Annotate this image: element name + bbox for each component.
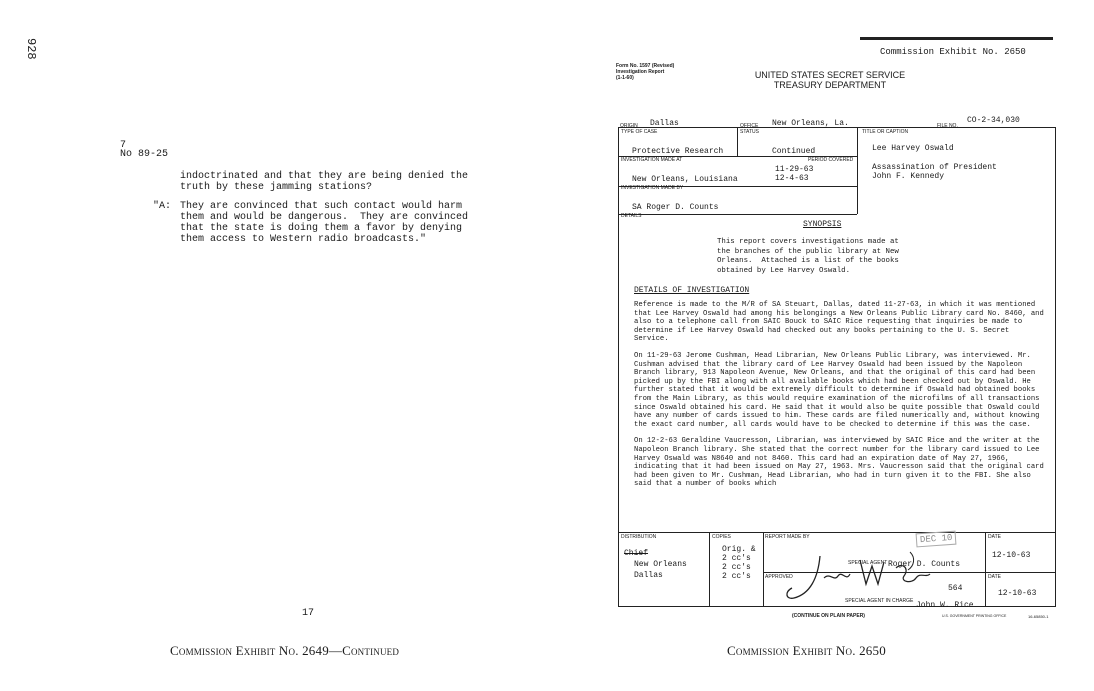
exhibit-stamp: Commission Exhibit No. 2650 [880, 47, 1026, 57]
distribution-item: Dallas [634, 571, 663, 580]
details-body [634, 301, 1046, 497]
answer-text: They are convinced that such contact would harm them and would be dangerous. They are convinced that the state is doing them a favor by denying them access to Western radio broadcasts." [180, 201, 469, 245]
answer-label: "A: [153, 201, 172, 212]
page-number: 17 [302, 608, 315, 619]
agency-line1: UNITED STATES SECRET SERVICE [754, 70, 906, 80]
made-by-value: SA Roger D. Counts [632, 203, 719, 212]
left-caption: Commission Exhibit No. 2649—Continued [170, 643, 400, 658]
details-paragraph: On 12-2-63 Geraldine Vaucresson, Librarian, was interviewed by SAIC Rice and the writer at the Napoleon Branch library. She stated that the correct number for the library card issued to Lee Harvey Oswald was N8640 and not 8460. This card had an expiration date of May 27, 1966, indicating that it had been issued on May 27, 1963. Mrs. Vaucresson said that the original card had been given to Mr. Cushman, Head Librarian, who had in turn given it to the FBI. She also said that a number of books which [634, 437, 1044, 489]
details-heading: DETAILS OF INVESTIGATION [634, 286, 750, 295]
date-report-value: 12-10-63 [992, 551, 1031, 560]
made-at-label: INVESTIGATION MADE AT [621, 157, 683, 163]
printer-note: U.S. GOVERNMENT PRINTING OFFICE [942, 614, 1007, 618]
sac-label: SPECIAL AGENT IN CHARGE [845, 598, 914, 604]
agency-header [745, 70, 915, 90]
copies-item: Orig. & [722, 545, 756, 554]
volume-number: 928 [24, 38, 38, 60]
distribution-item: New Orleans [634, 560, 687, 569]
form-footer: (CONTINUE ON PLAIN PAPER) [792, 613, 865, 619]
office-label: OFFICE [740, 123, 759, 129]
caption-value: Assassination of President John F. Kennedy [872, 163, 997, 181]
period-label: PERIOD COVERED [808, 157, 854, 163]
special-agent-label: SPECIAL AGENT [848, 560, 888, 566]
file-no-value: CO-2-34,030 [967, 116, 1020, 125]
details-label: DETAILS [621, 213, 642, 219]
copies-item: 2 cc's [722, 563, 751, 572]
signature [780, 548, 950, 608]
date-approved-label: DATE [988, 574, 1001, 580]
status-value: Continued [772, 147, 816, 156]
date-stamp: DEC 10 [916, 531, 957, 548]
type-of-case-label: TYPE OF CASE [621, 129, 658, 135]
type-of-case-value: Protective Research [632, 147, 724, 156]
form-code: 16-65850-1 [1028, 614, 1049, 619]
made-at-value: New Orleans, Louisiana [632, 175, 738, 184]
distribution-item: Chief [624, 549, 649, 558]
synopsis-heading: SYNOPSIS [803, 220, 842, 229]
copies-item: 2 cc's [722, 554, 751, 563]
title-value: Lee Harvey Oswald [872, 144, 954, 153]
origin-value: Dallas [650, 119, 679, 128]
details-paragraph: On 11-29-63 Jerome Cushman, Head Librarian, New Orleans Public Library, was interviewed. Mr. Cushman advised that the library card of Lee Harvey Oswald had been issued by the Napoleon Branch library, 913 Napoleon Avenue, New Orleans, and that the original of this card had been picked up by the FBI along with all available books which had been checked out by Oswald. He further stated that it would be extremely difficult to determine if Oswald had obtained books from the Main Library, as this would require examination of the microfilms of all transactions since Oswald obtained his card. He said that it would also be quite possible that Oswald could have any number of cards issued to him. These cards are filed numerically and, without knowing the exact card number, all cards would have to be checked to determine if this was the case. [634, 351, 1040, 429]
synopsis-text: This report covers investigations made at the branches of the public library at New Orleans. Attached is a list of the books obtained by Lee Harvey Oswald. [717, 238, 899, 275]
form-tag: Form No. 1597 (Revised) Investigation Report (1-1-60) [616, 63, 675, 81]
copies-list [722, 545, 756, 581]
origin-label: ORIGIN [620, 123, 638, 129]
made-by-label: INVESTIGATION MADE BY [621, 185, 684, 191]
top-rule [860, 37, 1053, 40]
period-value: 11-29-63 12-4-63 [775, 165, 814, 183]
distribution-label: DISTRIBUTION [621, 534, 657, 540]
title-caption-label: TITLE OR CAPTION [862, 129, 909, 135]
distribution-list [624, 548, 687, 581]
question-text: indoctrinated and that they are being denied the truth by these jamming stations? [180, 171, 469, 193]
file-no-label: FILE NO. [937, 123, 958, 129]
agency-line2: TREASURY DEPARTMENT [773, 80, 887, 90]
copies-label: COPIES [712, 534, 731, 540]
date-label: DATE [988, 534, 1001, 540]
status-label: STATUS [740, 129, 759, 135]
date-approved-value: 12-10-63 [998, 589, 1037, 598]
report-made-by-value: Roger D. Counts [888, 560, 961, 569]
approved-label: APPROVED [765, 574, 793, 580]
right-caption: Commission Exhibit No. 2650 [727, 643, 886, 658]
code-564: 564 [948, 584, 963, 593]
report-made-by-label: REPORT MADE BY [765, 534, 810, 540]
reference-number: 7 No 89-25 [120, 140, 169, 160]
office-value: New Orleans, La. [772, 119, 849, 128]
copies-item: 2 cc's [722, 572, 751, 581]
approved-by-value: John W. Rice [916, 601, 974, 610]
details-paragraph: Reference is made to the M/R of SA Steuart, Dallas, dated 11-27-63, in which it was mentioned that Lee Harvey Oswald had among his belongings a New Orleans Public Library card No. 8460, and also to a telephone call from SAIC Bouck to SAIC Rice requesting that inquiries be made to determine if Lee Harvey Oswald had checked out any books pertaining to the U. S. Secret Service. [634, 301, 1044, 344]
